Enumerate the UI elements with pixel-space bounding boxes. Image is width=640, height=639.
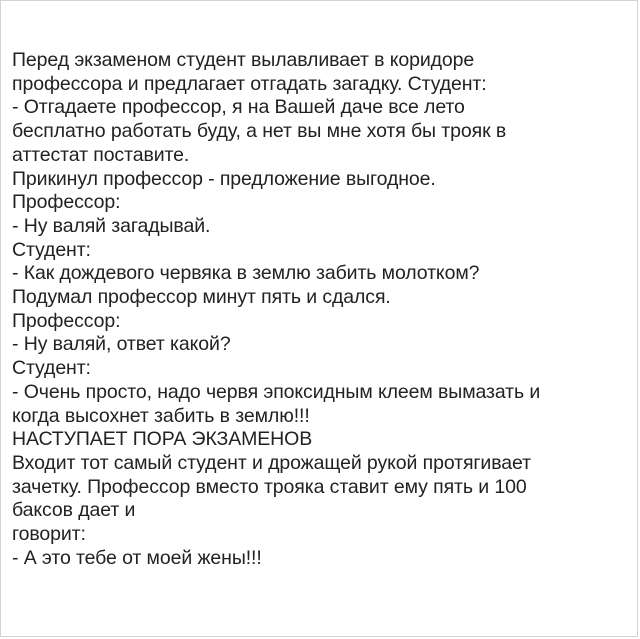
text-line: Студент: [12,357,91,380]
text-line: баксов дает и [12,499,136,522]
text-line: зачетку. Профессор вместо трояка ставит ему пять и 100 [12,475,527,498]
joke-text [12,49,632,570]
text-line: - А это тебе от моей жены!!! [12,546,262,569]
text-line: Подумал профессор минут пять и сдался. [12,286,391,309]
text-line: - Ну валяй загадывай. [12,214,211,237]
text-line: профессора и предлагает отгадать загадку. Студент: [12,72,487,95]
text-line: Перед экзаменом студент вылавливает в коридоре [12,49,475,71]
text-line: аттестат поставите. [12,143,190,166]
text-line: Прикинул профессор - предложение выгодное. [12,167,436,190]
text-line: Профессор: [12,309,121,332]
text-line: когда высохнет забить в землю!!! [12,404,310,427]
text-line: НАСТУПАЕТ ПОРА ЭКЗАМЕНОВ [12,428,313,451]
text-line: Студент: [12,238,91,261]
text-line: - Как дождевого червяка в землю забить молотком? [12,262,480,285]
text-line: - Очень просто, надо червя эпоксидным клеем вымазать и [12,380,541,403]
text-line: - Ну валяй, ответ какой? [12,333,231,356]
text-line: - Отгадаете профессор, я на Вашей даче все лето [12,96,465,119]
text-line: Входит тот самый студент и дрожащей рукой протягивает [12,451,531,474]
text-line: говорит: [12,523,86,546]
text-line: бесплатно работать буду, а нет вы мне хотя бы трояк в [12,120,507,143]
text-line: Профессор: [12,191,121,214]
